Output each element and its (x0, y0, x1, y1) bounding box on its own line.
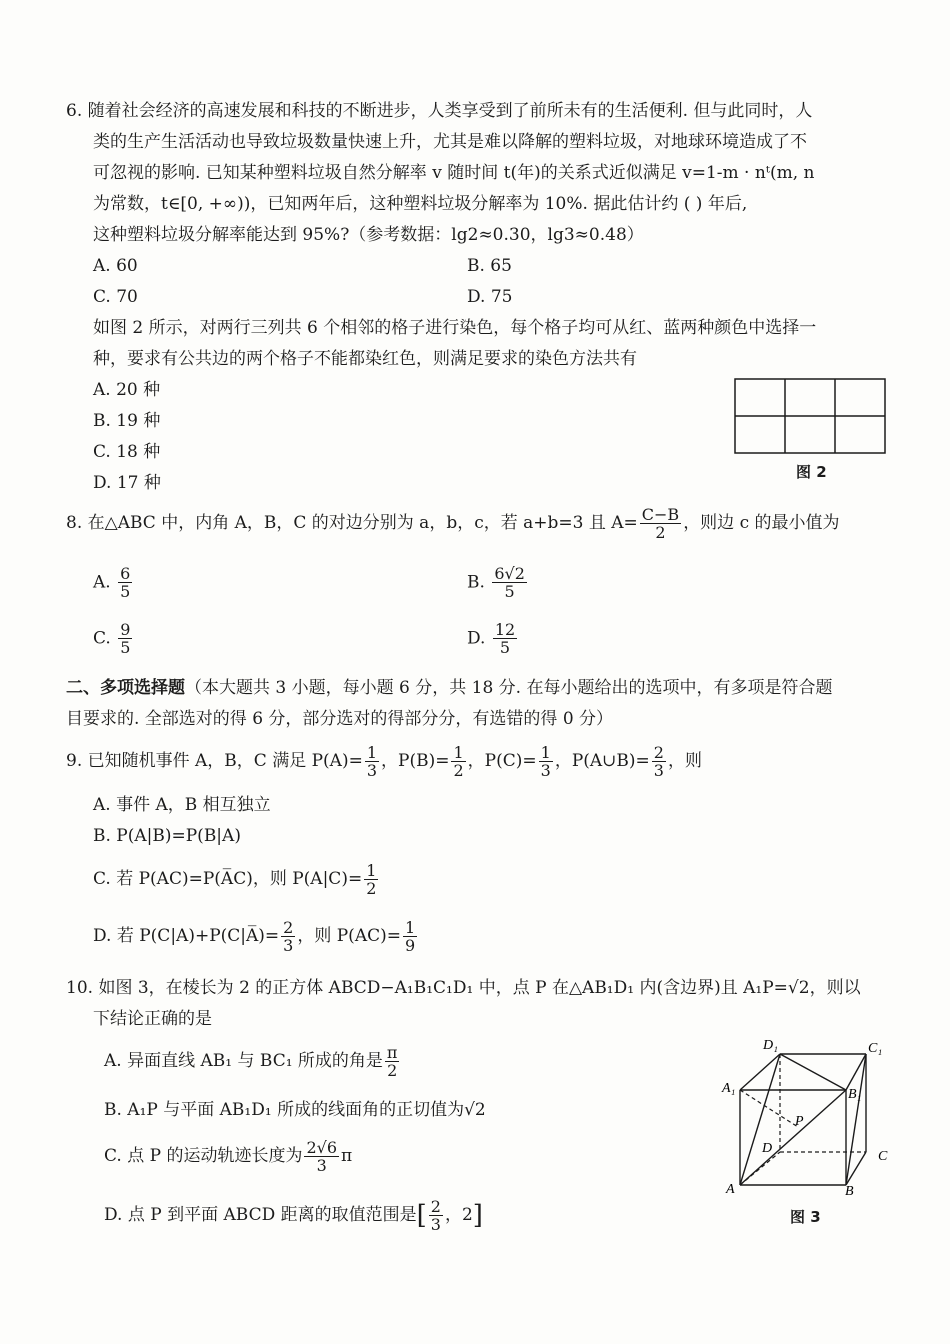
label-d: D (762, 1141, 773, 1156)
q8-stem-after: ，则边 c 的最小值为 (683, 513, 840, 533)
q6-line-4: 为常数，t∈[0, +∞))，已知两年后，这种塑料垃圾分解率为 10%. 据此估计约 ( ) 年后, (93, 194, 748, 214)
q8-frac-num: C−B (641, 504, 680, 524)
q10-option-d-upper: ，2 (444, 1205, 473, 1225)
q9-f2-num: 1 (453, 742, 464, 762)
q8-option-a (93, 566, 134, 600)
q9-text-4: ，P(A∪B)= (554, 751, 650, 771)
q9-f1-num: 1 (366, 742, 378, 762)
q8-option-b-label: B. (467, 572, 485, 593)
q6-line-2: 类的生产生活活动也导致垃圾数量快速上升，尤其是难以降解的塑料垃圾，对地球环境造成了不 (93, 132, 807, 152)
q7-line-2: 种，要求有公共边的两个格子不能都染红色，则满足要求的染色方法共有 (93, 349, 637, 369)
q9-stem (66, 742, 702, 780)
q9-option-d-text-1: D. 若 P(C|A)+P(C|A̅)= (93, 926, 280, 946)
q10-option-a-num: π (386, 1042, 398, 1062)
q10-option-d (104, 1196, 483, 1235)
figure-2-label: 图 2 (796, 463, 827, 481)
q9-option-d-num-2: 1 (404, 917, 416, 937)
q6-line-1: 6. 随着社会经济的高速发展和科技的不断进步，人类享受到了前所未有的生活便利. 但与此同时，人 (66, 101, 813, 121)
q8-frac-den: 2 (655, 522, 666, 542)
q9-f2-den: 2 (453, 760, 464, 780)
q9-option-d-den-1: 3 (283, 935, 294, 955)
q9-option-b: B. P(A|B)=P(B|A) (93, 826, 241, 846)
q10-option-c-num: 2√6 (306, 1137, 338, 1157)
q8-option-c-num: 9 (120, 620, 131, 639)
q10-option-c-pi: π (341, 1146, 353, 1166)
q6-line-3: 可忽视的影响. 已知某种塑料垃圾自然分解率 v 随时间 t(年)的关系式近似满足 v=1-m · nᵗ(m, n (93, 163, 815, 183)
q8-option-d-den: 5 (499, 638, 511, 657)
label-d1: D₁ (763, 1038, 778, 1053)
q10-option-d-den: 3 (430, 1214, 441, 1234)
q7-line-1: 如图 2 所示，对两行三列共 6 个相邻的格子进行染色，每个格子均可从红、蓝两种颜色中选择一 (93, 318, 817, 338)
q9-option-c-den: 2 (366, 878, 377, 898)
q7-option-d: D. 17 种 (93, 473, 161, 493)
q9-option-d-den-2: 9 (404, 935, 416, 955)
q10-line-2: 下结论正确的是 (93, 1009, 212, 1029)
label-b: B (845, 1184, 854, 1199)
q10-option-c-text: C. 点 P 的运动轨迹长度为 (104, 1146, 303, 1166)
q10-option-d-bracket-left: [ (416, 1200, 427, 1231)
q7-option-b: B. 19 种 (93, 411, 161, 431)
label-c: C (878, 1149, 888, 1164)
figure-3-label: 图 3 (790, 1208, 821, 1226)
figure-3-cube (718, 1032, 900, 1208)
q9-f4-num: 2 (653, 742, 664, 762)
section-2-line-1 (66, 678, 833, 698)
q9-option-c (93, 860, 380, 898)
q9-option-c-text: C. 若 P(AC)=P(A̅C)，则 P(A|C)= (93, 869, 363, 889)
q9-f4-den: 3 (653, 760, 664, 780)
q8-option-c (93, 622, 134, 656)
q9-option-a: A. 事件 A，B 相互独立 (93, 795, 271, 815)
q9-text-3: ，P(C)= (467, 751, 537, 771)
q10-option-a-text: A. 异面直线 AB₁ 与 BC₁ 所成的角是 (104, 1051, 383, 1071)
q6-option-d: D. 75 (467, 287, 513, 307)
q10-option-d-text: D. 点 P 到平面 ABCD 距离的取值范围是 (104, 1205, 417, 1225)
label-a: A (726, 1182, 735, 1197)
q8-option-b-num: 6√2 (494, 564, 525, 583)
q6-option-c: C. 70 (93, 287, 138, 307)
q6-option-b: B. 65 (467, 256, 512, 276)
q10-option-b: B. A₁P 与平面 AB₁D₁ 所成的线面角的正切值为√2 (104, 1100, 486, 1120)
q9-text-1: 9. 已知随机事件 A，B，C 满足 P(A)= (66, 751, 363, 771)
q9-option-d-text-2: ，则 P(AC)= (297, 926, 401, 946)
q6-option-a: A. 60 (93, 256, 138, 276)
q8-stem-before: 8. 在△ABC 中，内角 A，B，C 的对边分别为 a，b，c，若 a+b=3 且 A= (66, 513, 638, 533)
q8-option-a-num: 6 (120, 564, 131, 583)
q6-line-5: 这种塑料垃圾分解率能达到 95%?（参考数据：lg2≈0.30，lg3≈0.48） (93, 225, 644, 245)
q9-option-c-num: 1 (366, 860, 377, 880)
q8-option-b-den: 5 (504, 582, 515, 601)
q8-option-a-label: A. (93, 572, 111, 593)
label-b1: B₁ (848, 1087, 862, 1102)
q7-option-c: C. 18 种 (93, 442, 161, 462)
q9-f3-num: 1 (540, 742, 551, 762)
q10-option-c (104, 1137, 352, 1175)
q8-option-d-num: 12 (494, 620, 516, 639)
section-2-line-2: 目要求的. 全部选对的得 6 分，部分选对的得部分分，有选错的得 0 分） (66, 709, 614, 729)
q10-option-c-den: 3 (316, 1155, 327, 1175)
q9-option-d (93, 917, 419, 955)
q8-option-a-den: 5 (120, 582, 131, 601)
q10-option-a (104, 1042, 401, 1080)
q8-option-c-label: C. (93, 628, 111, 649)
q8-option-d-label: D. (467, 628, 486, 649)
q8-stem (66, 504, 840, 542)
q10-line-1: 10. 如图 3，在棱长为 2 的正方体 ABCD−A₁B₁C₁D₁ 中，点 P 在△AB₁D₁ 内(含边界)且 A₁P=√2，则以 (66, 978, 861, 998)
q9-f1-den: 3 (366, 760, 378, 780)
section-2-title: 二、多项选择题 (66, 678, 185, 698)
q9-text-5: ，则 (667, 751, 702, 771)
q9-f3-den: 3 (540, 760, 551, 780)
section-2-intro: （本大题共 3 小题，每小题 6 分，共 18 分. 在每小题给出的选项中，有多项是符合题 (185, 678, 833, 698)
q8-option-b (467, 566, 529, 600)
q8-option-d (467, 622, 519, 656)
label-p: P (795, 1114, 804, 1129)
q10-option-d-bracket-right: ] (472, 1200, 483, 1231)
label-a1: A₁ (722, 1081, 736, 1096)
q9-option-d-num-1: 2 (283, 917, 294, 937)
q8-option-c-den: 5 (120, 638, 131, 657)
label-c1: C₁ (868, 1041, 883, 1056)
q10-option-a-den: 2 (387, 1060, 398, 1080)
q10-option-d-num: 2 (430, 1196, 441, 1216)
q9-text-2: ，P(B)= (381, 751, 450, 771)
q7-option-a: A. 20 种 (93, 380, 161, 400)
q8-fraction (640, 504, 681, 542)
